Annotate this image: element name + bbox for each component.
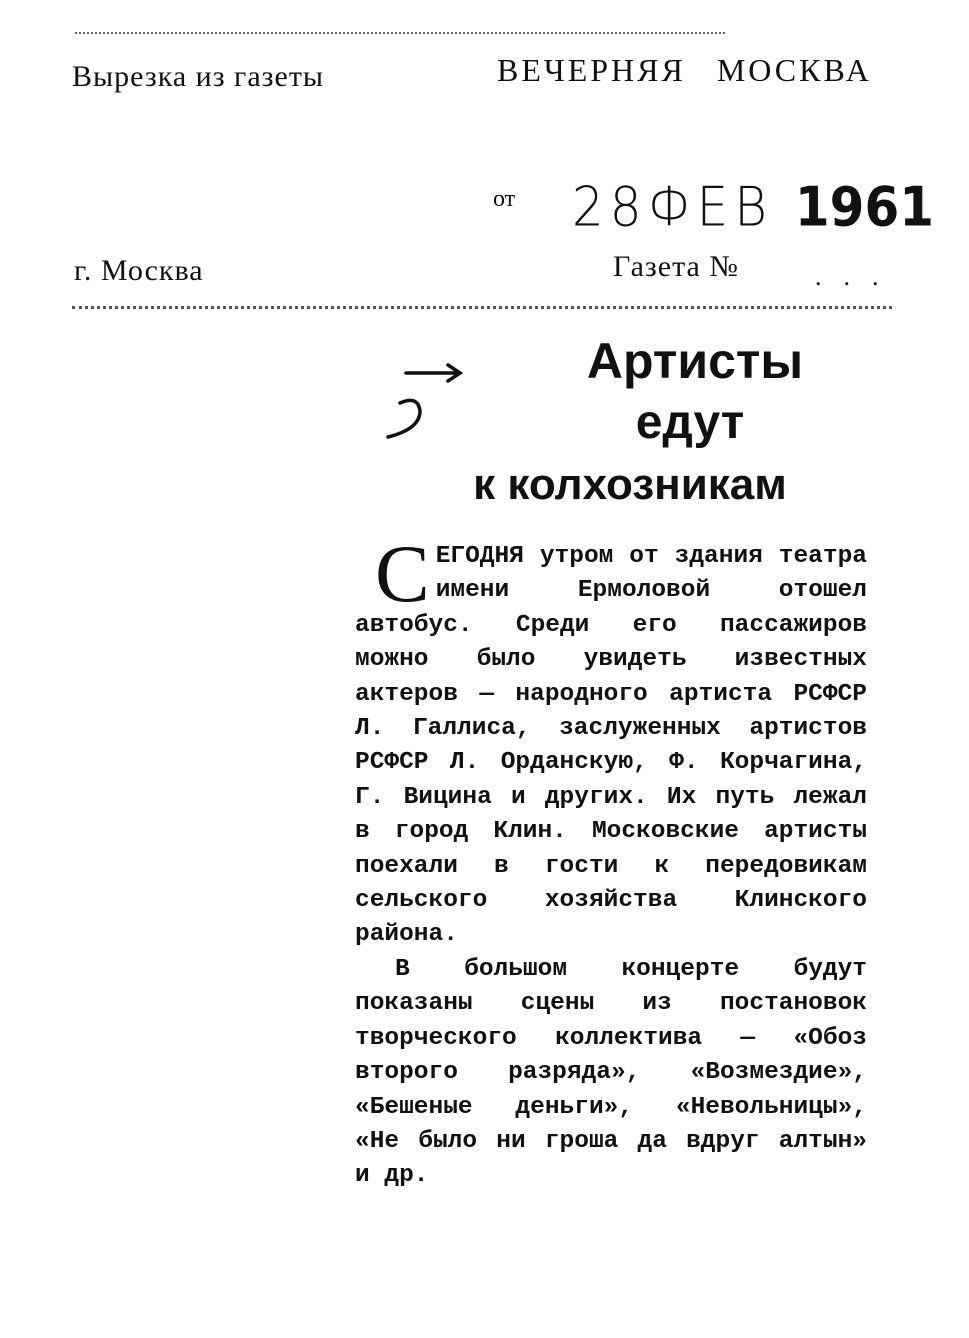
- top-dotted-rule: [75, 32, 725, 34]
- title-line-1: Артисты: [586, 333, 804, 389]
- article-paragraph-2: В большом концерте будут показаны сцены из постановок творческого коллектива — «Обоз второго разряда», «Возмездие», «Бешеные деньги», «Невольницы», «Не было ни гроша да вдруг алтын» и др.: [355, 955, 867, 1190]
- article-title: [380, 330, 880, 516]
- bottom-dotted-rule: [72, 306, 892, 309]
- title-line-3: к колхозникам: [473, 460, 787, 509]
- article-paragraph-1: [355, 528, 867, 953]
- title-line-2: едут: [635, 396, 745, 449]
- paragraph-1-text: ЕГОДНЯ утром от здания театра имени Ермоловой отошел автобус. Среди его пассажиров можно было увидеть известных актеров — народного артиста РСФСР Л. Галлиса, заслуженных артистов РСФСР Л. Орданскую, Ф. Корчагина, Г. Вицина и других. Их путь лежал в город Клин. Московские артисты поехали в гости к передовикам сельского хозяйства Клинского района.: [355, 543, 867, 949]
- article-body: [355, 528, 867, 1194]
- city-label: г. Москва: [74, 254, 204, 287]
- date-from-label: от: [493, 186, 516, 212]
- gazeta-number-value: ...: [815, 262, 901, 291]
- drop-cap: С: [375, 528, 430, 619]
- date-stamp-year: 1961: [794, 175, 935, 239]
- date-stamp-day-month: 28ФЕВ: [572, 175, 773, 239]
- date-stamp: [572, 176, 934, 239]
- newspaper-name: ВЕЧЕРНЯЯ МОСКВА: [497, 52, 872, 88]
- clipping-label: Вырезка из газеты: [72, 60, 325, 93]
- gazeta-number-label: Газета №: [613, 250, 739, 283]
